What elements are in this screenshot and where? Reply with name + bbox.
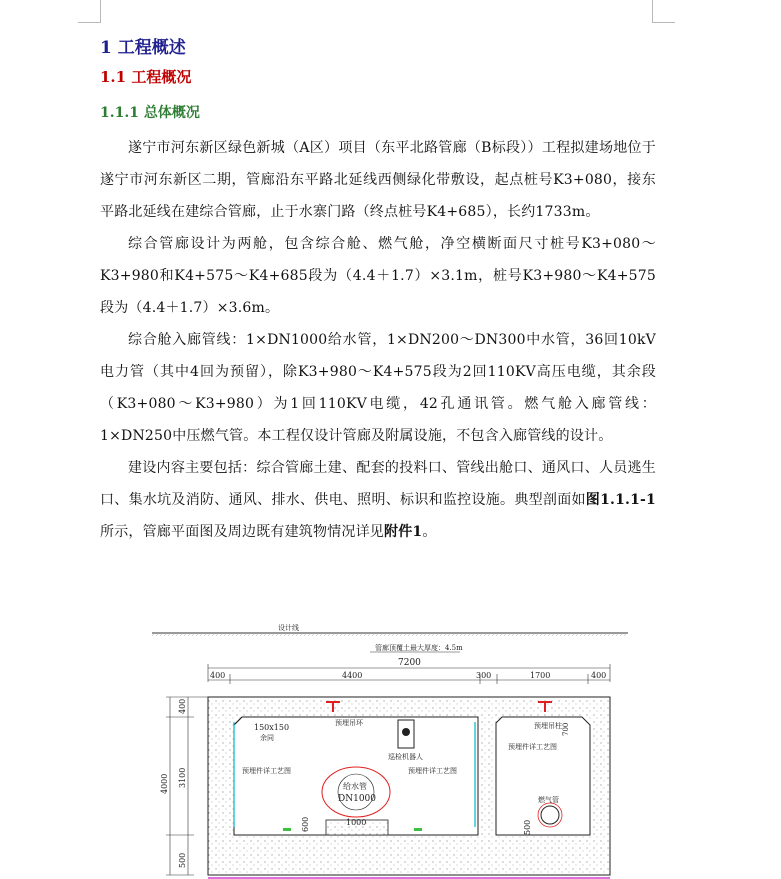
water-pipe-size: DN1000 <box>338 794 376 804</box>
gas-compartment <box>496 717 590 835</box>
cable-support-sub: 余同 <box>260 734 274 742</box>
cable-support-label: 150x150 <box>254 723 290 732</box>
base-height-dim: 600 <box>301 816 310 832</box>
page-corner-mark-right <box>652 0 675 23</box>
figure-reference: 图1.1.1-1 <box>585 492 656 508</box>
embed-detail-mid: 预埋件详工艺图 <box>408 767 457 775</box>
design-line-label: 设计线 <box>278 624 299 632</box>
height-dim-4: 500 <box>178 852 187 868</box>
paragraph-3: 综合舱入廊管线：1×DN1000给水管，1×DN200～DN300中水管，36回10kV电力管（其中4回为预留），除K3+980～K4+575段为2回110KV高压电缆，其余段（K3+080～K3+980）为1回110KV电缆，42孔通讯管。燃气舱入廊管线：1×DN250中压燃气管。本工程仅设计管廊及附属设施，不包含入廊管线的设计。 <box>100 332 656 444</box>
height-dim-2: 3100 <box>178 767 187 788</box>
cover-thickness-label: 管廊顶覆土最大厚度：4.5m <box>375 644 463 652</box>
embed-ring-label: 预埋吊环 <box>335 719 363 727</box>
width-dim-1: 400 <box>210 671 226 680</box>
height-dim-3: 4000 <box>160 773 169 794</box>
paragraph-4-text-e: 。 <box>422 524 437 540</box>
paragraph-4 <box>100 452 656 548</box>
page-corner-mark-left <box>78 0 101 23</box>
base-width-dim: 1000 <box>346 818 367 827</box>
water-pipe-label: 给水管 <box>343 782 367 791</box>
heading-level-3: 1.1.1 总体概况 <box>100 105 200 121</box>
heading-level-2: 1.1 工程概况 <box>100 68 192 86</box>
paragraph-4-text-c: 所示，管廊平面图及周边既有建筑物情况详见 <box>100 524 384 540</box>
robot-label: 巡检机器人 <box>388 753 423 761</box>
paragraph-4-text-a: 建设内容主要包括：综合管廊土建、配套的投料口、管线出舱口、通风口、人员逃生口、集水坑及消防、通风、排水、供电、照明、标识和监控设施。典型剖面如 <box>100 460 656 508</box>
gas-base-dim: 500 <box>523 819 532 835</box>
total-width-dim: 7200 <box>398 658 421 668</box>
cross-section-drawing <box>130 622 650 879</box>
height-dim-1: 400 <box>178 698 187 714</box>
gas-embed-label: 预埋吊柱 <box>534 722 562 730</box>
width-dim-5: 400 <box>591 671 607 680</box>
width-dim-3: 300 <box>476 671 492 680</box>
paragraph-1: 遂宁市河东新区绿色新城（A区）项目（东平北路管廊（B标段））工程拟建场地位于遂宁市河东新区二期，管廊沿东平路北延线西侧绿化带敷设，起点桩号K3+080，接东平路北延线在建综合管廊，止于水寨门路（终点桩号K4+685），长约1733m。 <box>100 140 656 220</box>
body-text <box>100 132 656 548</box>
paragraph-2: 综合管廊设计为两舱，包含综合舱、燃气舱，净空横断面尺寸桩号K3+080～K3+980和K4+575～K4+685段为（4.4＋1.7）×3.1m，桩号K3+980～K4+575段为（4.4＋1.7）×3.6m。 <box>100 236 656 316</box>
gas-top-dim: 700 <box>562 722 570 736</box>
width-dim-2: 4400 <box>342 671 363 680</box>
width-dim-4: 1700 <box>530 671 551 680</box>
gas-embed-detail: 预埋件详工艺图 <box>508 743 557 751</box>
ground-hatch <box>152 633 628 636</box>
embed-detail-left: 预埋件详工艺图 <box>242 767 291 775</box>
appendix-reference: 附件1 <box>384 524 423 540</box>
heading-level-1: 1 工程概述 <box>100 38 186 58</box>
gas-pipe-label: 燃气管 <box>538 796 559 804</box>
